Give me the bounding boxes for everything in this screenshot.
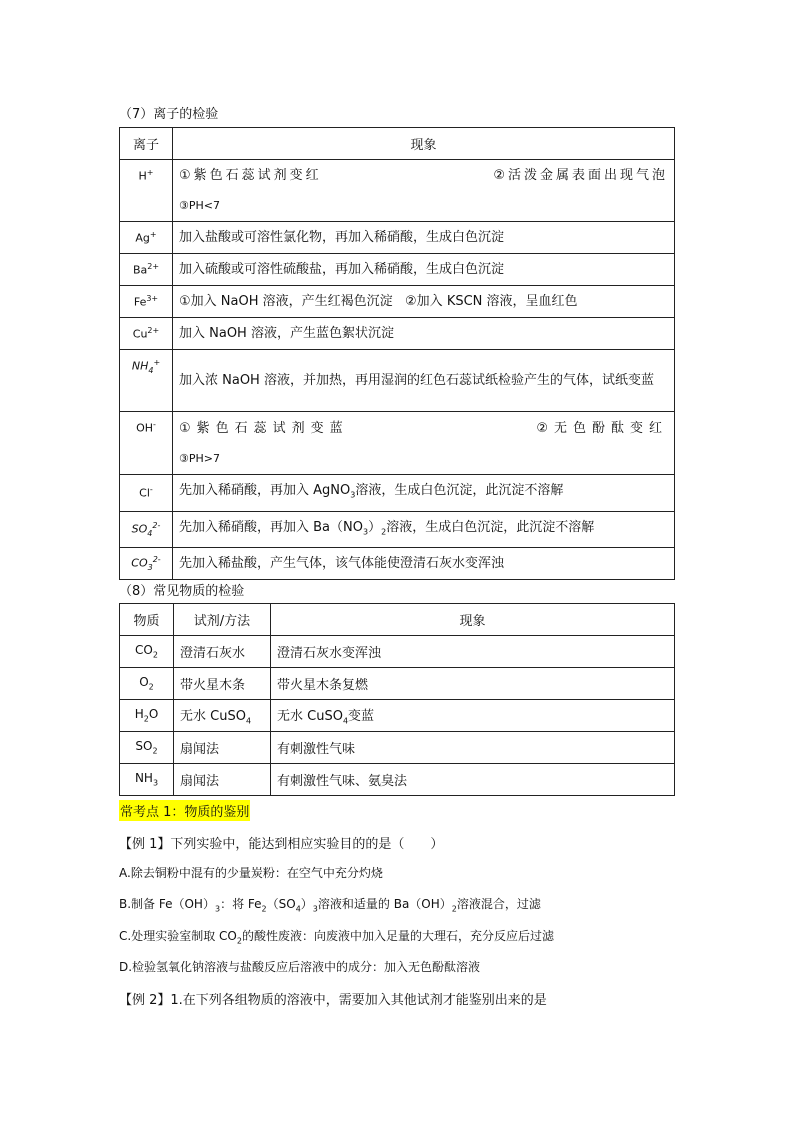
subscript: 3	[350, 490, 356, 500]
ion-charge: 2+	[147, 262, 160, 272]
ion-cell	[120, 511, 173, 548]
table-row	[120, 668, 675, 700]
method-cell: 扇闻法	[174, 732, 271, 764]
ion-charge: -	[153, 420, 156, 429]
phenomenon-cell: 加入 NaOH 溶液，产生蓝色絮状沉淀	[173, 318, 675, 350]
ion-cell	[120, 254, 173, 286]
phenomenon-cell: 加入盐酸或可溶性氯化物，再加入稀硝酸，生成白色沉淀	[173, 222, 675, 254]
formula: O	[139, 675, 149, 690]
formula: CO	[135, 643, 153, 658]
text-part: 的酸性废液：向废液中加入足量的大理石，充分反应后过滤	[241, 929, 554, 943]
result-text: 变蓝	[348, 709, 375, 725]
text-part: ）	[300, 897, 313, 911]
ion-charge: 3+	[146, 294, 159, 304]
text-part: ）	[368, 519, 382, 535]
subscript: 3	[312, 904, 318, 914]
ion-charge: +	[146, 168, 154, 177]
ion-charge: 2-	[152, 520, 161, 530]
ion-charge: 2-	[152, 555, 161, 565]
formula: H	[134, 707, 144, 722]
ion-cell	[120, 160, 173, 222]
ion-symbol: Ag	[135, 231, 150, 245]
method-cell: 澄清石灰水	[174, 636, 271, 668]
table-row	[120, 475, 675, 512]
table-row	[120, 732, 675, 764]
result-cell	[271, 700, 675, 732]
result-cell: 澄清石灰水变浑浊	[271, 636, 675, 668]
phenomenon-a: ①紫色石蕊试剂变红	[179, 168, 322, 183]
option-c	[119, 927, 554, 945]
table-row	[120, 511, 675, 548]
phenomenon-cell	[173, 160, 675, 222]
table-row	[120, 318, 675, 350]
phenomenon-b: ②无色酚酞变红	[536, 420, 668, 436]
phenomenon-cell	[173, 412, 675, 475]
formula: NH	[134, 771, 153, 786]
ion-cell	[120, 318, 173, 350]
formula: O	[148, 707, 159, 722]
ion-charge: +	[153, 358, 161, 367]
table-header-row	[120, 604, 675, 636]
option-b	[119, 895, 541, 913]
phenomenon-b: ②活泼金属表面出现气泡	[493, 168, 668, 183]
text-part: 溶液混合，过滤	[456, 897, 541, 911]
text-part: 溶液，生成白色沉淀，此沉淀不溶解	[355, 483, 564, 498]
substance-cell	[120, 636, 174, 668]
substance-cell	[120, 700, 174, 732]
result-cell: 带火星木条复燃	[271, 668, 675, 700]
ion-symbol: Cl	[139, 487, 150, 501]
ion-cell	[120, 350, 173, 412]
section-8-title: （8）常见物质的检验	[119, 584, 245, 599]
result-cell: 有刺激性气味	[271, 732, 675, 764]
text-part: B.制备 Fe（OH）	[119, 897, 215, 911]
ion-test-table	[119, 127, 675, 580]
text-part: 先加入稀硝酸，再加入 Ba（NO	[179, 519, 363, 535]
substance-cell	[120, 732, 174, 764]
ion-symbol: Ba	[132, 263, 148, 277]
ion-cell	[120, 222, 173, 254]
ion-subscript: 4	[147, 528, 153, 538]
ion-cell	[120, 475, 173, 512]
ion-symbol: Fe	[133, 295, 147, 309]
table-row	[120, 254, 675, 286]
method-cell	[174, 700, 271, 732]
ion-symbol: CO	[131, 556, 148, 570]
substance-cell	[120, 668, 174, 700]
text-part: ：将 Fe	[220, 897, 262, 911]
ion-symbol: H	[138, 169, 147, 183]
header-phenomenon: 现象	[173, 128, 675, 160]
subscript: 2	[152, 650, 158, 660]
header-ion: 离子	[120, 128, 173, 160]
key-point-highlight: 常考点 1：物质的鉴别	[119, 800, 250, 821]
subscript: 2	[152, 746, 158, 756]
phenomenon-cell: 加入浓 NaOH 溶液，并加热，再用湿润的红色石蕊试纸检验产生的气体，试纸变蓝	[173, 350, 675, 412]
ion-cell	[120, 286, 173, 318]
phenomenon-a: ①加入 NaOH 溶液，产生红褐色沉淀	[179, 294, 393, 309]
header-method: 试剂/方法	[174, 604, 271, 636]
ion-symbol: Cu	[132, 327, 148, 341]
text-part: C.处理实验室制取 CO	[119, 929, 237, 943]
subscript: 2	[236, 936, 242, 946]
subscript: 3	[362, 527, 369, 537]
table-row	[120, 412, 675, 475]
table-row	[120, 286, 675, 318]
substance-cell	[120, 764, 174, 796]
subscript: 3	[214, 904, 221, 914]
ion-charge: -	[149, 485, 153, 495]
ion-cell	[120, 548, 173, 580]
table-row	[120, 636, 675, 668]
phenomenon-cell	[173, 475, 675, 512]
phenomenon-cell	[173, 511, 675, 548]
subscript: 3	[152, 778, 159, 788]
text-part: 先加入稀硝酸，再加入 AgNO	[179, 483, 351, 498]
phenomenon-c: ③PH>7	[179, 451, 220, 465]
phenomenon-cell: 加入硫酸或可溶性硫酸盐，再加入稀硝酸，生成白色沉淀	[173, 254, 675, 286]
phenomenon-c: ③PH<7	[179, 199, 220, 212]
ion-charge: 2+	[147, 326, 160, 336]
ion-cell	[120, 412, 173, 475]
table-row	[120, 222, 675, 254]
text-part: 溶液，生成白色沉淀，此沉淀不溶解	[386, 519, 595, 535]
example-1-question: 【例 1】下列实验中，能达到相应实验目的的是（ ）	[119, 837, 444, 852]
subscript: 4	[342, 716, 349, 726]
subscript: 4	[245, 716, 252, 726]
section-7-title: （7）离子的检验	[119, 107, 219, 122]
ion-subscript: 4	[148, 365, 154, 375]
result-cell: 有刺激性气味、氨臭法	[271, 764, 675, 796]
subscript: 2	[143, 714, 149, 724]
table-row	[120, 350, 675, 412]
subscript: 4	[295, 904, 301, 914]
subscript: 2	[451, 904, 457, 914]
ion-charge: +	[149, 230, 157, 240]
option-a: A.除去铜粉中混有的少量炭粉：在空气中充分灼烧	[119, 866, 383, 880]
phenomenon-cell: 先加入稀盐酸，产生气体，该气体能使澄清石灰水变浑浊	[173, 548, 675, 580]
table-header-row	[120, 128, 675, 160]
subscript: 2	[381, 527, 387, 537]
text-part: （SO	[266, 897, 296, 911]
subscript: 2	[261, 904, 267, 914]
phenomenon-cell	[173, 286, 675, 318]
text-part: 溶液和适量的 Ba（OH）	[317, 897, 452, 911]
header-result: 现象	[271, 604, 675, 636]
header-substance: 物质	[120, 604, 174, 636]
example-2-question: 【例 2】1.在下列各组物质的溶液中，需要加入其他试剂才能鉴别出来的是	[119, 993, 547, 1008]
formula: SO	[135, 739, 153, 754]
method-cell: 带火星木条	[174, 668, 271, 700]
ion-symbol: OH	[136, 421, 154, 435]
method-cell: 扇闻法	[174, 764, 271, 796]
table-row	[120, 160, 675, 222]
subscript: 2	[148, 682, 154, 692]
phenomenon-b: ②加入 KSCN 溶液，呈血红色	[405, 294, 578, 309]
method-text: 无水 CuSO	[180, 709, 246, 725]
table-row	[120, 700, 675, 732]
table-row	[120, 764, 675, 796]
ion-symbol: NH	[131, 359, 149, 373]
table-row	[120, 548, 675, 580]
phenomenon-a: ①紫色石蕊试剂变蓝	[179, 420, 349, 436]
ion-subscript: 3	[147, 563, 153, 573]
substance-test-table	[119, 603, 675, 796]
result-text: 无水 CuSO	[277, 709, 343, 725]
option-d: D.检验氢氧化钠溶液与盐酸反应后溶液中的成分：加入无色酚酞溶液	[119, 960, 481, 974]
ion-symbol: SO	[131, 522, 148, 536]
